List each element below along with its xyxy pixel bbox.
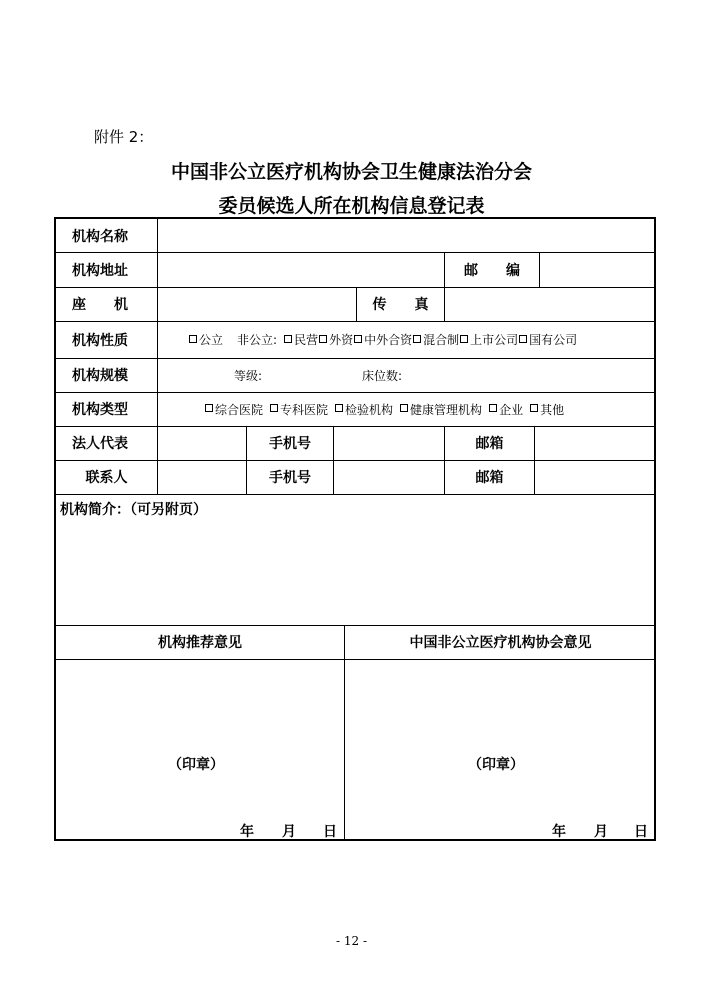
date-month-label: 月 <box>594 824 608 840</box>
option-label: 国有公司 <box>529 333 578 347</box>
seal-label: （印章） <box>168 757 224 773</box>
option-public-label: 公立 <box>199 333 224 347</box>
row-divider <box>56 494 654 495</box>
org-nature-options <box>188 321 577 358</box>
association-opinion-label: 中国非公立医疗机构协会意见 <box>409 635 592 651</box>
option-label: 综合医院 <box>215 402 264 417</box>
date-year-label: 年 <box>240 824 254 840</box>
org-address-label: 机构地址 <box>72 262 128 279</box>
contact-mobile-field[interactable] <box>334 460 444 494</box>
fax-field[interactable] <box>445 287 656 321</box>
checkbox-option[interactable] <box>519 335 527 343</box>
grade-field[interactable] <box>276 358 356 392</box>
org-type-options <box>204 392 564 426</box>
form-title: 中国非公立医疗机构协会卫生健康法治分会 <box>170 161 532 183</box>
association-opinion-field[interactable] <box>345 660 656 841</box>
contact-field[interactable] <box>158 460 246 494</box>
postcode-field[interactable] <box>540 252 656 287</box>
page-number: - 12 - <box>335 934 367 948</box>
checkbox-option[interactable] <box>400 404 408 412</box>
mobile-label: 手机号 <box>269 470 311 486</box>
intro-label: 机构简介：（可另附页） <box>60 502 207 518</box>
postcode-label: 邮 编 <box>464 262 520 279</box>
option-label: 外资 <box>329 333 354 347</box>
org-type-label: 机构类型 <box>72 402 128 418</box>
landline-label: 座 机 <box>72 297 128 313</box>
attachment-label: 附件 2： <box>94 128 154 146</box>
checkbox-option[interactable] <box>530 404 538 412</box>
form-subtitle: 委员候选人所在机构信息登记表 <box>218 195 485 217</box>
landline-field[interactable] <box>158 287 356 321</box>
option-label: 混合制 <box>423 333 460 347</box>
legal-rep-label: 法人代表 <box>72 436 128 452</box>
option-label: 企业 <box>499 402 524 417</box>
org-nature-label: 机构性质 <box>72 332 128 349</box>
beds-field[interactable] <box>416 358 654 392</box>
org-name-label: 机构名称 <box>72 228 128 245</box>
option-label: 其他 <box>540 402 565 417</box>
date-day-label: 日 <box>634 824 648 840</box>
date-year-label: 年 <box>552 824 566 840</box>
recommend-opinion-label: 机构推荐意见 <box>158 635 242 651</box>
checkbox-option[interactable] <box>205 404 213 412</box>
org-name-field[interactable] <box>158 219 656 252</box>
legal-rep-email-field[interactable] <box>535 426 656 460</box>
option-label: 中外合资 <box>364 333 413 347</box>
checkbox-option[interactable] <box>489 404 497 412</box>
checkbox-option[interactable] <box>284 335 292 343</box>
org-address-field[interactable] <box>158 252 444 287</box>
intro-field[interactable] <box>58 521 654 623</box>
checkbox-option[interactable] <box>460 335 468 343</box>
email-label: 邮箱 <box>475 436 504 452</box>
registration-form-table <box>54 217 656 841</box>
checkbox-option[interactable] <box>413 335 421 343</box>
date-day-label: 日 <box>323 824 337 840</box>
grade-label: 等级: <box>234 368 263 383</box>
legal-rep-mobile-field[interactable] <box>334 426 444 460</box>
option-label: 专科医院 <box>280 402 329 417</box>
checkbox-option[interactable] <box>335 404 343 412</box>
checkbox-option[interactable] <box>354 335 362 343</box>
date-month-label: 月 <box>282 824 296 840</box>
option-label: 检验机构 <box>345 402 394 417</box>
org-scale-label: 机构规模 <box>72 368 128 384</box>
seal-label: （印章） <box>468 757 524 773</box>
checkbox-option[interactable] <box>319 335 327 343</box>
legal-rep-field[interactable] <box>158 426 246 460</box>
contact-email-field[interactable] <box>535 460 656 494</box>
nonpublic-label: 非公立: <box>237 333 278 347</box>
checkbox-public[interactable] <box>189 335 197 343</box>
fax-label: 传 真 <box>372 297 429 313</box>
option-label: 上市公司 <box>470 333 519 347</box>
checkbox-option[interactable] <box>270 404 278 412</box>
beds-label: 床位数: <box>362 368 403 383</box>
mobile-label: 手机号 <box>269 436 311 452</box>
option-label: 民营 <box>294 333 319 347</box>
recommend-opinion-field[interactable] <box>56 660 344 841</box>
contact-label: 联系人 <box>85 470 128 486</box>
option-label: 健康管理机构 <box>410 402 483 417</box>
email-label: 邮箱 <box>475 470 504 486</box>
